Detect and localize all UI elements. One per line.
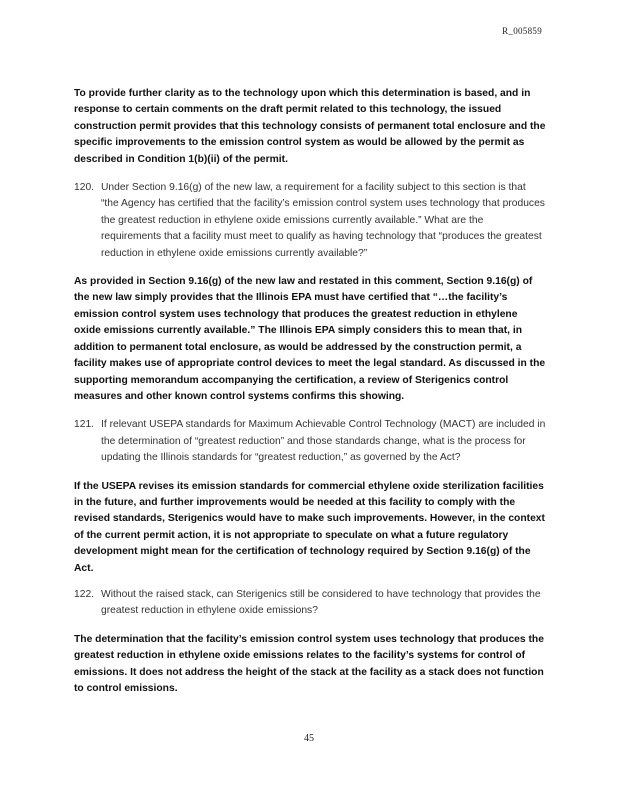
- question-text: Under Section 9.16(g) of the new law, a requirement for a facility subject to this section is that “the Agency has certified that the facility’s emission control system uses technology that produces the greatest reduction in ethylene oxide emissions currently available.” What are the requirements that a facility must meet to qualify as having technology that “produces the greatest reduction in ethylene oxide emissions currently available?”: [101, 182, 545, 259]
- document-body: [74, 86, 546, 697]
- page-number: 45: [304, 733, 314, 744]
- bates-number: R_005859: [502, 26, 542, 36]
- answer-paragraph: To provide further clarity as to the technology upon which this determination is based, and in response to certain comments on the draft permit related to this technology, the issued construction permit provides that this technology consists of permanent total enclosure and the specific improvements to the emission control system as would be allowed by the permit as described in Condition 1(b)(ii) of the permit.: [74, 88, 546, 165]
- question-text: If relevant USEPA standards for Maximum Achievable Control Technology (MACT) are included in the determination of “greatest reduction” and those standards change, what is the process for updating the Illinois standards for “greatest reduction,” as governed by the Act?: [101, 419, 546, 464]
- answer-paragraph: If the USEPA revises its emission standards for commercial ethylene oxide sterilization facilities in the future, and further improvements would be needed at this facility to comply with the revised standards, Sterigenics would have to make such improvements. However, in the context of the current permit action, it is not appropriate to speculate on what a future regulatory development might mean for the certification of technology required by Section 9.16(g) of the Act.: [74, 480, 545, 574]
- question-number: 120.: [74, 182, 95, 194]
- question-text: Without the raised stack, can Sterigenics still be considered to have technology that provides the greatest reduction in ethylene oxide emissions?: [101, 588, 541, 617]
- question-121: [74, 417, 546, 466]
- answer-paragraph: The determination that the facility’s emission control system uses technology that produces the greatest reduction in ethylene oxide emissions relates to the facility’s systems for control of emissions. It does not address the height of the stack at the facility as a stack does not function to control emissions.: [74, 633, 544, 694]
- question-122: [74, 587, 546, 620]
- question-number: 122.: [74, 588, 95, 600]
- question-number: 121.: [74, 419, 95, 431]
- question-120: [74, 180, 546, 262]
- answer-paragraph: As provided in Section 9.16(g) of the new law and restated in this comment, Section 9.16(g) of the new law simply provides that the Illinois EPA must have certified that “…the facility’s emission control system uses technology that produces the greatest reduction in ethylene oxide emissions currently available.” The Illinois EPA simply considers this to mean that, in addition to permanent total enclosure, as would be addressed by the construction permit, a facility makes use of appropriate control devices to meet the legal standard. As discussed in the supporting memorandum accompanying the certification, a review of Sterigenics control measures and other known control systems confirms this showing.: [74, 276, 546, 402]
